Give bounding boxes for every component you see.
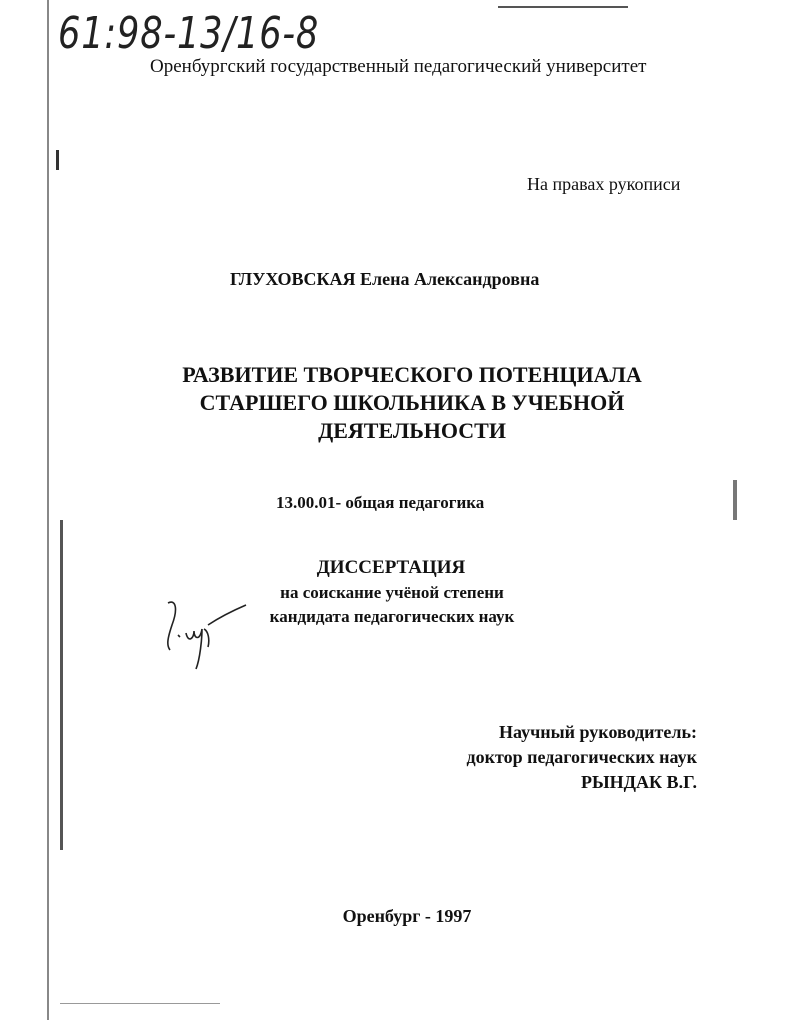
- advisor-name: РЫНДАК В.Г.: [580, 772, 697, 792]
- signature: [158, 595, 248, 675]
- scan-bottom-line: [60, 1003, 220, 1004]
- degree-line-1: на соискание учёной степени: [280, 583, 504, 602]
- scan-edge-line: [60, 520, 63, 850]
- thesis-title-line-2: СТАРШЕГО ШКОЛЬНИКА В УЧЕБНОЙ: [199, 390, 625, 415]
- scan-top-line: [498, 6, 628, 8]
- manuscript-note: На правах рукописи: [527, 174, 681, 194]
- specialty-code: 13.00.01- общая педагогика: [276, 493, 485, 512]
- degree-line-2: кандидата педагогических наук: [269, 607, 515, 626]
- university-name: Оренбургский государственный педагогический университет: [150, 56, 647, 77]
- scan-edge-line: [56, 150, 59, 170]
- scan-right-mark: [733, 480, 737, 520]
- thesis-title-line-1: РАЗВИТИЕ ТВОРЧЕСКОГО ПОТЕНЦИАЛА: [182, 362, 642, 387]
- advisor-degree: доктор педагогических наук: [466, 747, 697, 767]
- scan-edge-line: [47, 0, 49, 1020]
- document-type: ДИССЕРТАЦИЯ: [316, 557, 466, 578]
- handwritten-archive-code: 61:98-13/16-8: [58, 8, 320, 59]
- author-name: ГЛУХОВСКАЯ Елена Александровна: [230, 269, 540, 289]
- thesis-title-line-3: ДЕЯТЕЛЬНОСТИ: [318, 418, 506, 443]
- place-year: Оренбург - 1997: [342, 906, 472, 926]
- advisor-label: Научный руководитель:: [499, 722, 697, 742]
